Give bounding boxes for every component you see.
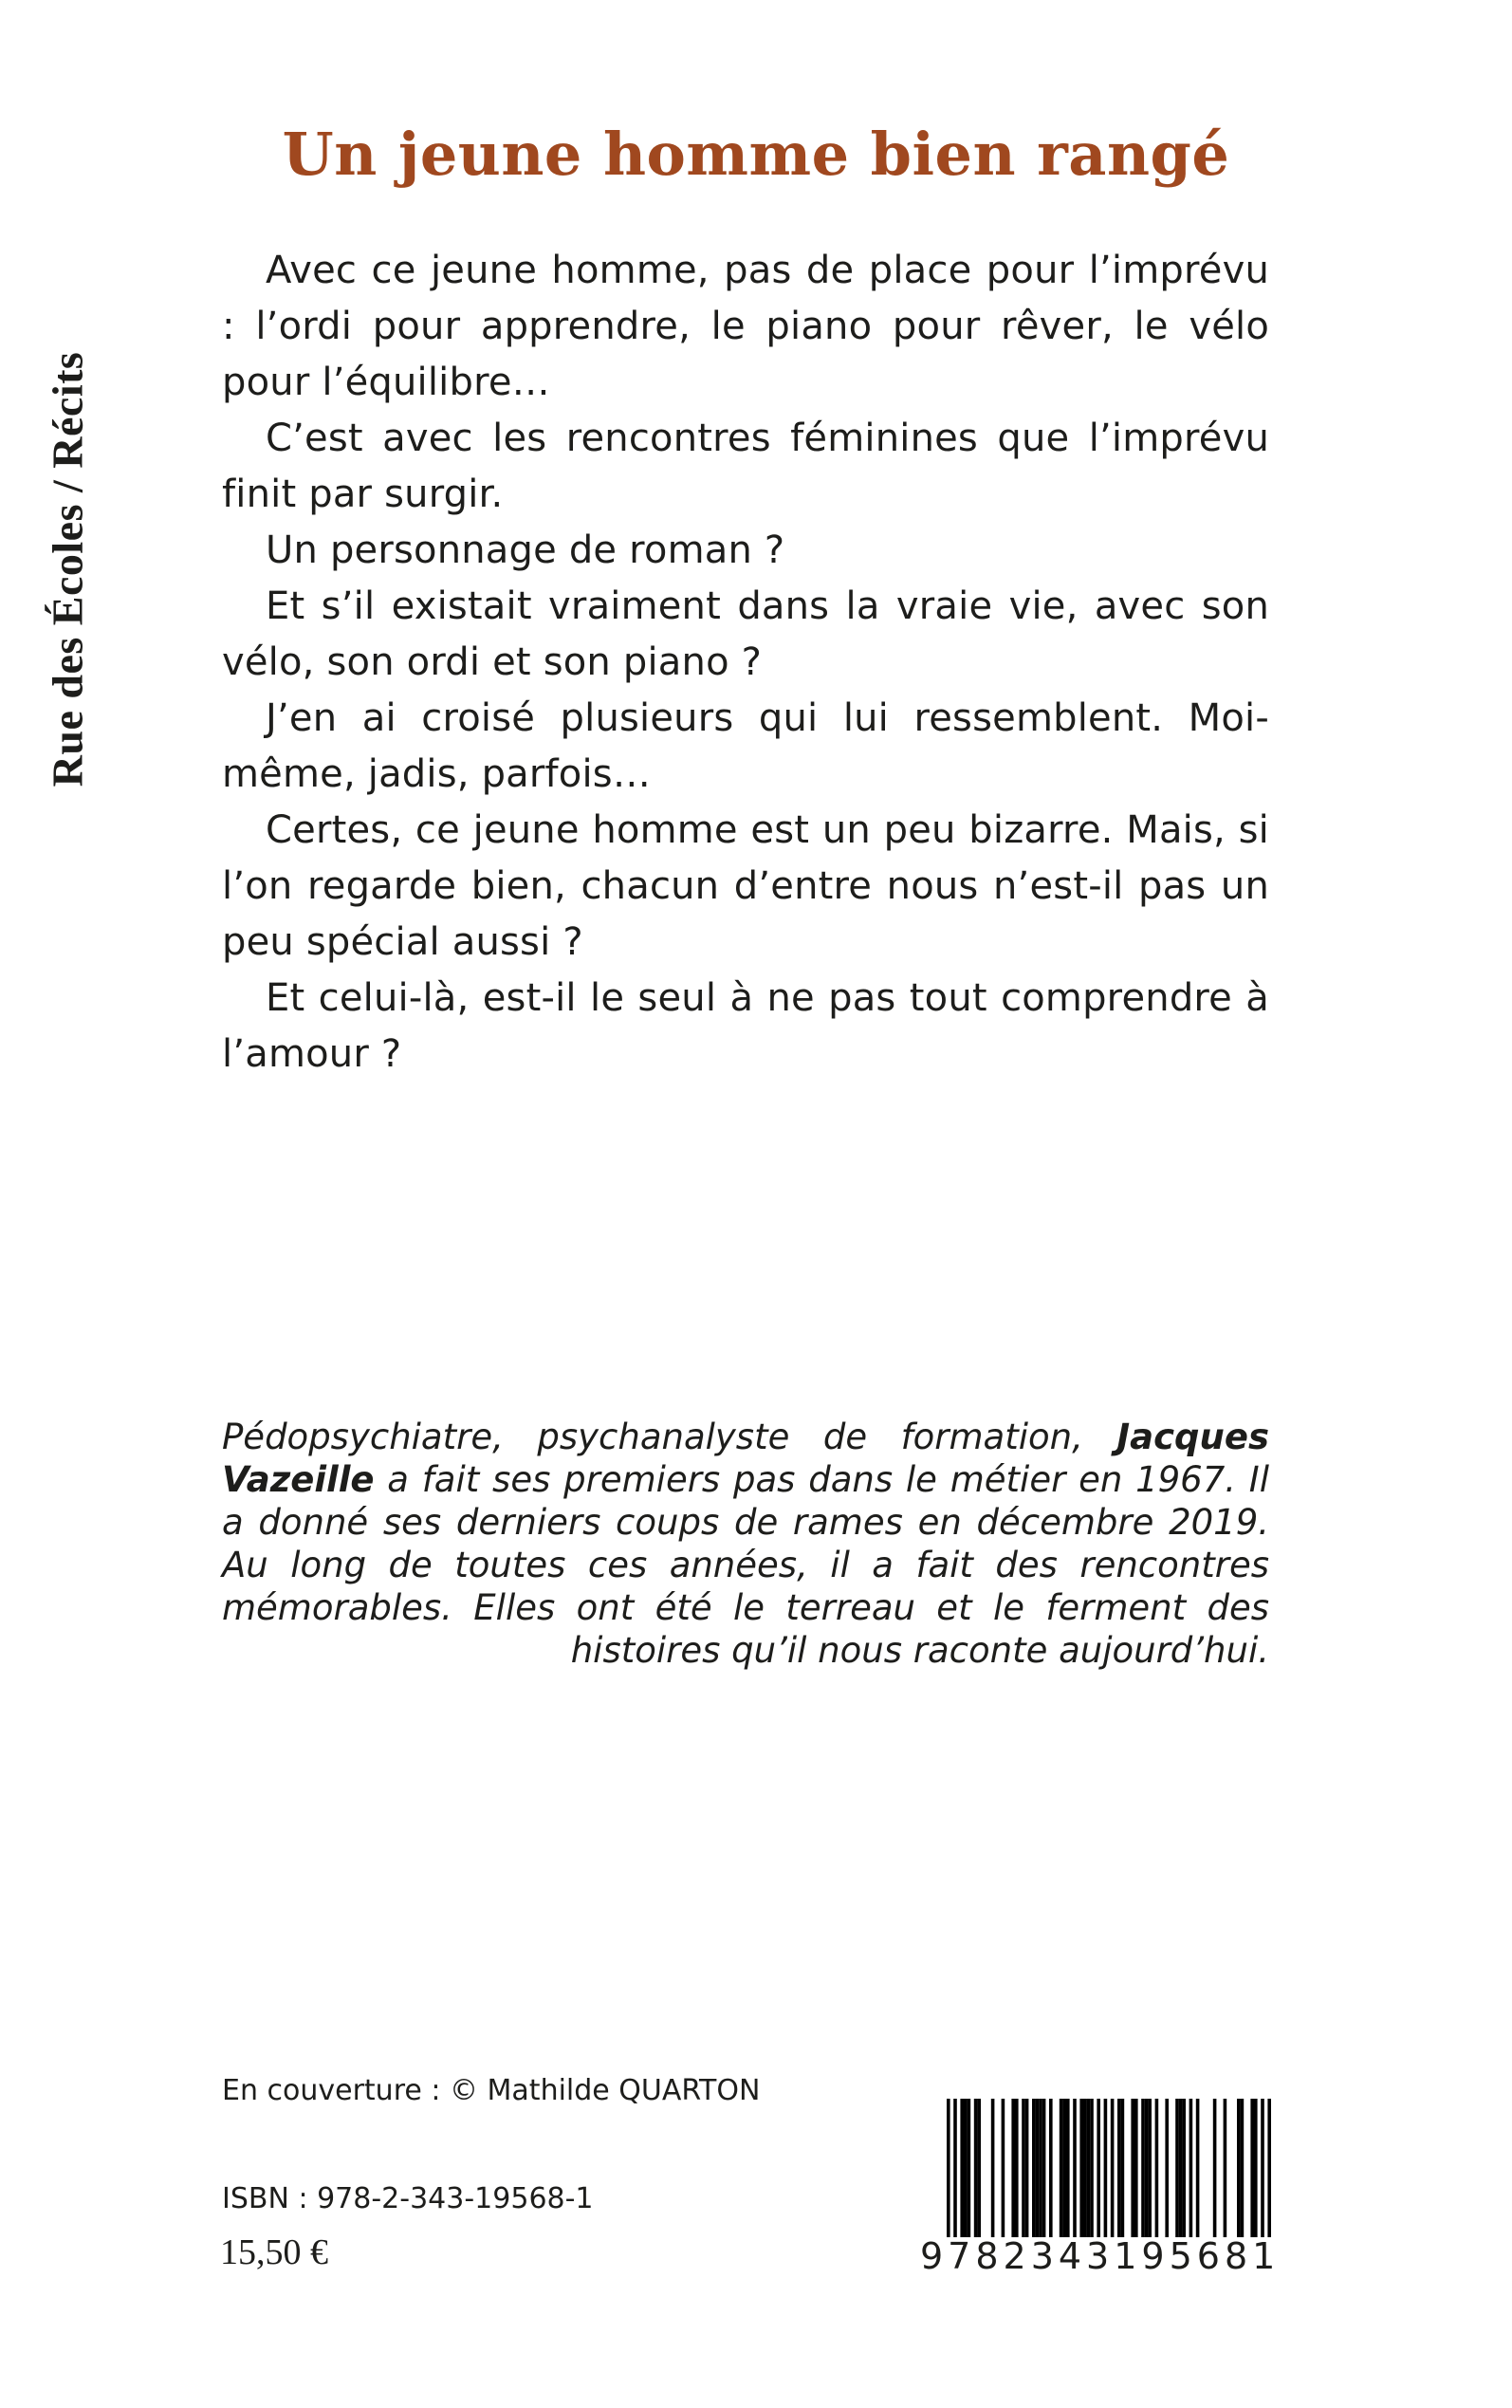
blurb-paragraph: Certes, ce jeune homme est un peu bizarre. Mais, si l’on regarde bien, chacun d’entre nous n’est-il pas un peu spécial aussi ? xyxy=(222,808,1269,964)
back-cover-blurb xyxy=(222,243,1269,1083)
spine-collection-label: Rue des Écoles / Récits xyxy=(43,351,92,787)
blurb-paragraph: Et s’il existait vraiment dans la vraie vie, avec son vélo, son ordi et son piano ? xyxy=(222,584,1269,684)
price: 15,50 € xyxy=(220,2232,328,2272)
isbn: ISBN : 978-2-343-19568-1 xyxy=(222,2182,594,2215)
barcode-digits: 9782343195681 xyxy=(920,2235,1281,2277)
blurb-paragraph: Un personnage de roman ? xyxy=(266,528,785,572)
blurb-paragraph: C’est avec les rencontres féminines que l’imprévu finit par surgir. xyxy=(222,417,1269,516)
author-bio-text: a fait ses premiers pas dans le métier en 1967. Il a donné ses derniers coups de rames en décembre 2019. Au long de toutes ces années, il a fait des rencontres mémorables. Elles ont été le terreau et le ferment des histoires qu’il nous raconte aujourd’hui. xyxy=(222,1459,1269,1671)
blurb-paragraph: J’en ai croisé plusieurs qui lui ressemblent. Moi-même, jadis, parfois… xyxy=(222,696,1269,796)
blurb-paragraph: Avec ce jeune homme, pas de place pour l’imprévu : l’ordi pour apprendre, le piano pour rêver, le vélo pour l’équilibre… xyxy=(222,249,1269,404)
book-title: Un jeune homme bien rangé xyxy=(282,120,1230,189)
blurb-paragraph: Et celui-là, est-il le seul à ne pas tout comprendre à l’amour ? xyxy=(222,976,1269,1076)
author-name: Jacques Vazeille xyxy=(222,1417,1269,1500)
barcode-icon xyxy=(918,2099,1281,2277)
cover-credit: En couverture : © Mathilde QUARTON xyxy=(222,2074,761,2107)
author-bio-intro: Pédopsychiatre, psychanalyste de formation, xyxy=(222,1417,1117,1457)
author-bio xyxy=(222,1416,1269,1672)
